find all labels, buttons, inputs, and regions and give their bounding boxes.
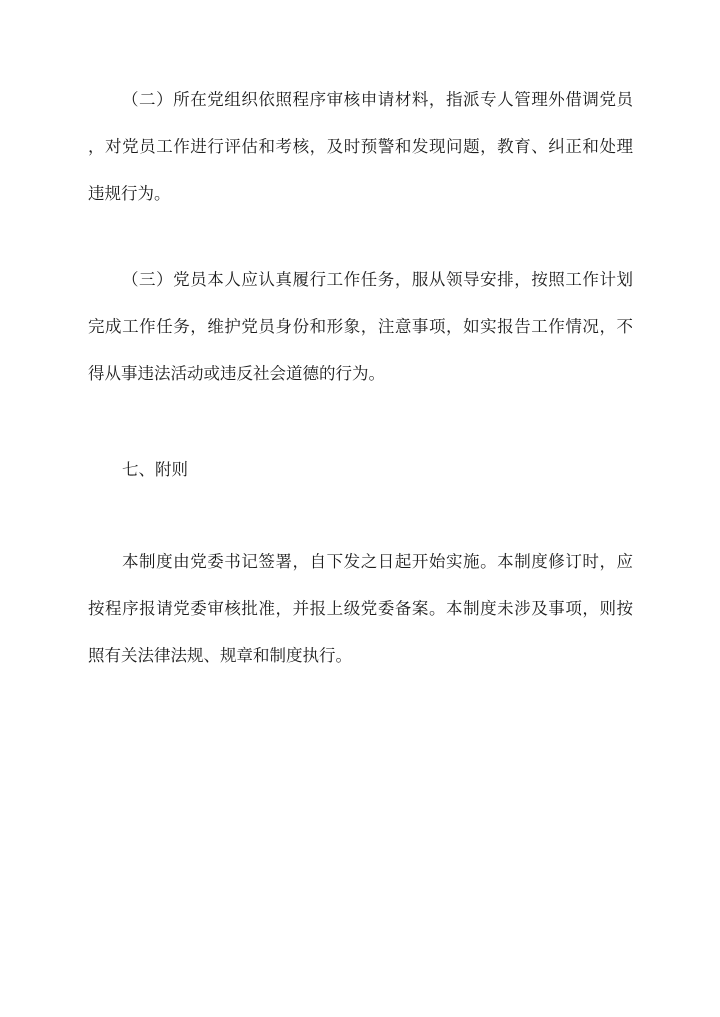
paragraph-supplementary-provisions — [88, 550, 633, 668]
paragraph-line: 按程序报请党委审核批准，并报上级党委备案。本制度未涉及事项，则按 — [88, 599, 633, 618]
paragraph-line: 完成工作任务，维护党员身份和形象，注意事项，如实报告工作情况，不 — [88, 317, 633, 336]
paragraph-3-member-duties — [88, 268, 633, 386]
paragraph-line: 本制度由党委书记签署，自下发之日起开始实施。本制度修订时，应 — [122, 552, 633, 571]
section-heading-supplementary — [88, 458, 633, 482]
paragraph-line: 违规行为。 — [88, 184, 171, 203]
paragraph-line: ，对党员工作进行评估和考核，及时预警和发现问题，教育、纠正和处理 — [88, 137, 633, 156]
section-heading: 七、附则 — [122, 460, 188, 479]
paragraph-line: （二）所在党组织依照程序审核申请材料，指派专人管理外借调党员 — [122, 90, 633, 109]
paragraph-2-party-organization-review — [88, 88, 633, 206]
paragraph-line: （三）党员本人应认真履行工作任务，服从领导安排，按照工作计划 — [122, 270, 633, 289]
paragraph-line: 照有关法律法规、规章和制度执行。 — [88, 646, 352, 665]
paragraph-line: 得从事违法活动或违反社会道德的行为。 — [88, 364, 385, 383]
